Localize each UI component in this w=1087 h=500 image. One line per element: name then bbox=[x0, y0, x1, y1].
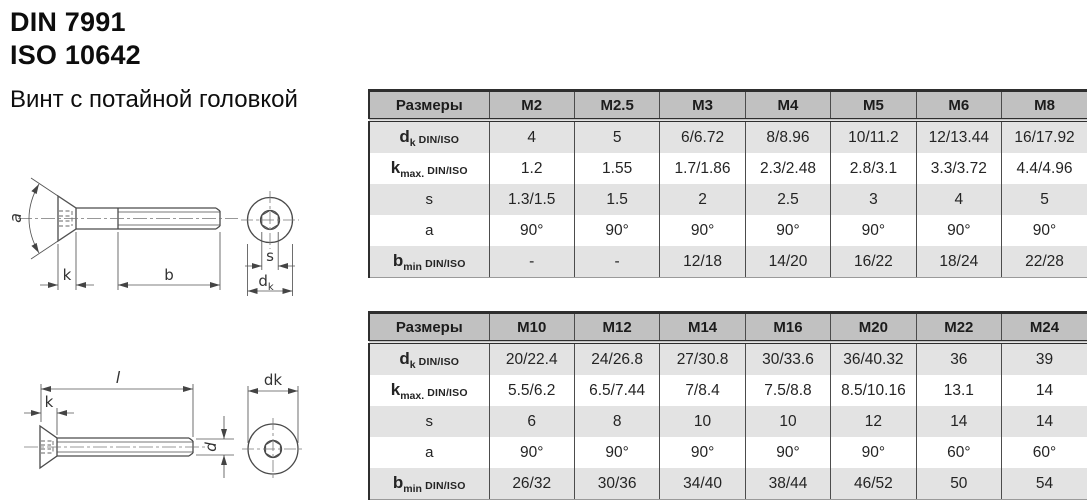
thread-size-header: M4 bbox=[745, 91, 830, 121]
thread-size-header: M5 bbox=[831, 91, 916, 121]
thread-size-header: M14 bbox=[660, 313, 745, 343]
value-cell: 27/30.8 bbox=[660, 342, 745, 375]
row-label: $k_{max.}$ DIN/ISO bbox=[390, 379, 468, 402]
thread-size-header: M22 bbox=[916, 313, 1001, 343]
value-cell: 34/40 bbox=[660, 468, 745, 500]
table-row bbox=[369, 468, 1087, 500]
value-cell: 50 bbox=[916, 468, 1001, 500]
thread-size-header: M12 bbox=[574, 313, 659, 343]
value-cell: 90° bbox=[1002, 215, 1087, 246]
value-cell: 18/24 bbox=[916, 246, 1001, 278]
value-cell: 13.1 bbox=[916, 375, 1001, 406]
b-label: b bbox=[164, 266, 174, 284]
value-cell: 6 bbox=[489, 406, 574, 437]
value-cell: 90° bbox=[745, 215, 830, 246]
dimension-table-large-sizes bbox=[368, 311, 1087, 500]
value-cell: 10 bbox=[745, 406, 830, 437]
table-row bbox=[369, 246, 1087, 278]
l-dimension bbox=[41, 384, 193, 437]
screw-drawing-full-thread bbox=[0, 356, 340, 500]
thread-size-header: M20 bbox=[831, 313, 916, 343]
table-row bbox=[369, 342, 1087, 375]
dimension-table-small-sizes bbox=[368, 89, 1087, 278]
thread-size-header: M16 bbox=[745, 313, 830, 343]
value-cell: 90° bbox=[916, 215, 1001, 246]
value-cell: 36 bbox=[916, 342, 1001, 375]
table-row bbox=[369, 120, 1087, 153]
value-cell: 20/22.4 bbox=[489, 342, 574, 375]
value-cell: 90° bbox=[489, 437, 574, 468]
value-cell: 90° bbox=[574, 437, 659, 468]
value-cell: 39 bbox=[1002, 342, 1087, 375]
row-label: $d_k$ DIN/ISO bbox=[399, 348, 460, 371]
sizes-column-header: Размеры bbox=[369, 313, 489, 343]
value-cell: 1.7/1.86 bbox=[660, 153, 745, 184]
value-cell: 1.55 bbox=[574, 153, 659, 184]
value-cell: 12/18 bbox=[660, 246, 745, 278]
value-cell: 24/26.8 bbox=[574, 342, 659, 375]
value-cell: 2.8/3.1 bbox=[831, 153, 916, 184]
value-cell: 2 bbox=[660, 184, 745, 215]
dk-label: $d_k$ bbox=[258, 272, 274, 293]
value-cell: 6/6.72 bbox=[660, 120, 745, 153]
value-cell: 5.5/6.2 bbox=[489, 375, 574, 406]
screw-drawing-partial-thread bbox=[0, 158, 335, 306]
value-cell: 4 bbox=[916, 184, 1001, 215]
thread-size-header: M24 bbox=[1002, 313, 1087, 343]
value-cell: 90° bbox=[745, 437, 830, 468]
d-label: d bbox=[202, 442, 220, 452]
thread-size-header: M6 bbox=[916, 91, 1001, 121]
value-cell: 90° bbox=[574, 215, 659, 246]
front-view-centerlines bbox=[241, 191, 299, 249]
value-cell: 60° bbox=[916, 437, 1001, 468]
din-standard-title: DIN 7991 bbox=[10, 7, 126, 37]
s-label: s bbox=[266, 247, 274, 265]
value-cell: 4 bbox=[489, 120, 574, 153]
l-label: l bbox=[115, 368, 121, 387]
value-cell: - bbox=[574, 246, 659, 278]
row-label: a bbox=[425, 221, 434, 239]
row-label: s bbox=[425, 412, 433, 430]
value-cell: 1.5 bbox=[574, 184, 659, 215]
dk-label: dk bbox=[263, 371, 283, 389]
standards-title-block bbox=[10, 6, 141, 72]
table-row bbox=[369, 184, 1087, 215]
row-label: $b_{min}$ DIN/ISO bbox=[369, 246, 489, 278]
value-cell: 12 bbox=[831, 406, 916, 437]
table-header-row bbox=[369, 313, 1087, 343]
value-cell: 60° bbox=[1002, 437, 1087, 468]
value-cell: 16/22 bbox=[831, 246, 916, 278]
value-cell: 90° bbox=[831, 437, 916, 468]
value-cell: 4.4/4.96 bbox=[1002, 153, 1087, 184]
k-dimension bbox=[24, 408, 74, 435]
value-cell: 90° bbox=[489, 215, 574, 246]
value-cell: 1.3/1.5 bbox=[489, 184, 574, 215]
value-cell: - bbox=[489, 246, 574, 278]
value-cell: 7.5/8.8 bbox=[745, 375, 830, 406]
row-label: $d_k$ DIN/ISO bbox=[399, 126, 460, 149]
value-cell: 26/32 bbox=[489, 468, 574, 500]
value-cell: 14/20 bbox=[745, 246, 830, 278]
value-cell: 3.3/3.72 bbox=[916, 153, 1001, 184]
table-header-row bbox=[369, 91, 1087, 121]
thread-size-header: M2 bbox=[489, 91, 574, 121]
row-label: $k_{max.}$ DIN/ISO bbox=[390, 157, 468, 180]
table-row bbox=[369, 215, 1087, 246]
value-cell: 36/40.32 bbox=[831, 342, 916, 375]
value-cell: 90° bbox=[660, 437, 745, 468]
value-cell: 30/33.6 bbox=[745, 342, 830, 375]
iso-standard-title: ISO 10642 bbox=[10, 39, 141, 70]
value-cell: 7/8.4 bbox=[660, 375, 745, 406]
value-cell: 90° bbox=[831, 215, 916, 246]
table-row bbox=[369, 406, 1087, 437]
value-cell: 30/36 bbox=[574, 468, 659, 500]
front-view-centerlines bbox=[242, 418, 304, 480]
k-label: k bbox=[62, 266, 72, 284]
thread-size-header: M8 bbox=[1002, 91, 1087, 121]
value-cell: 14 bbox=[1002, 375, 1087, 406]
value-cell: 12/13.44 bbox=[916, 120, 1001, 153]
value-cell: 5 bbox=[1002, 184, 1087, 215]
value-cell: 46/52 bbox=[831, 468, 916, 500]
sizes-column-header: Размеры bbox=[369, 91, 489, 121]
value-cell: 6.5/7.44 bbox=[574, 375, 659, 406]
value-cell: 14 bbox=[916, 406, 1001, 437]
value-cell: 8/8.96 bbox=[745, 120, 830, 153]
value-cell: 22/28 bbox=[1002, 246, 1087, 278]
value-cell: 14 bbox=[1002, 406, 1087, 437]
value-cell: 54 bbox=[1002, 468, 1087, 500]
thread-size-header: M10 bbox=[489, 313, 574, 343]
thread-size-header: M2.5 bbox=[574, 91, 659, 121]
value-cell: 8 bbox=[574, 406, 659, 437]
table-row bbox=[369, 375, 1087, 406]
row-label: $b_{min}$ DIN/ISO bbox=[369, 468, 489, 500]
value-cell: 10 bbox=[660, 406, 745, 437]
table-row bbox=[369, 153, 1087, 184]
angle-label: a bbox=[6, 213, 25, 223]
row-label: s bbox=[425, 190, 433, 208]
value-cell: 38/44 bbox=[745, 468, 830, 500]
value-cell: 16/17.92 bbox=[1002, 120, 1087, 153]
value-cell: 1.2 bbox=[489, 153, 574, 184]
value-cell: 3 bbox=[831, 184, 916, 215]
value-cell: 10/11.2 bbox=[831, 120, 916, 153]
row-label: a bbox=[425, 443, 434, 461]
value-cell: 5 bbox=[574, 120, 659, 153]
table-row bbox=[369, 437, 1087, 468]
value-cell: 8.5/10.16 bbox=[831, 375, 916, 406]
value-cell: 2.5 bbox=[745, 184, 830, 215]
value-cell: 90° bbox=[660, 215, 745, 246]
product-name: Винт с потайной головкой bbox=[10, 86, 298, 113]
thread-size-header: M3 bbox=[660, 91, 745, 121]
value-cell: 2.3/2.48 bbox=[745, 153, 830, 184]
k-label: k bbox=[44, 393, 54, 411]
